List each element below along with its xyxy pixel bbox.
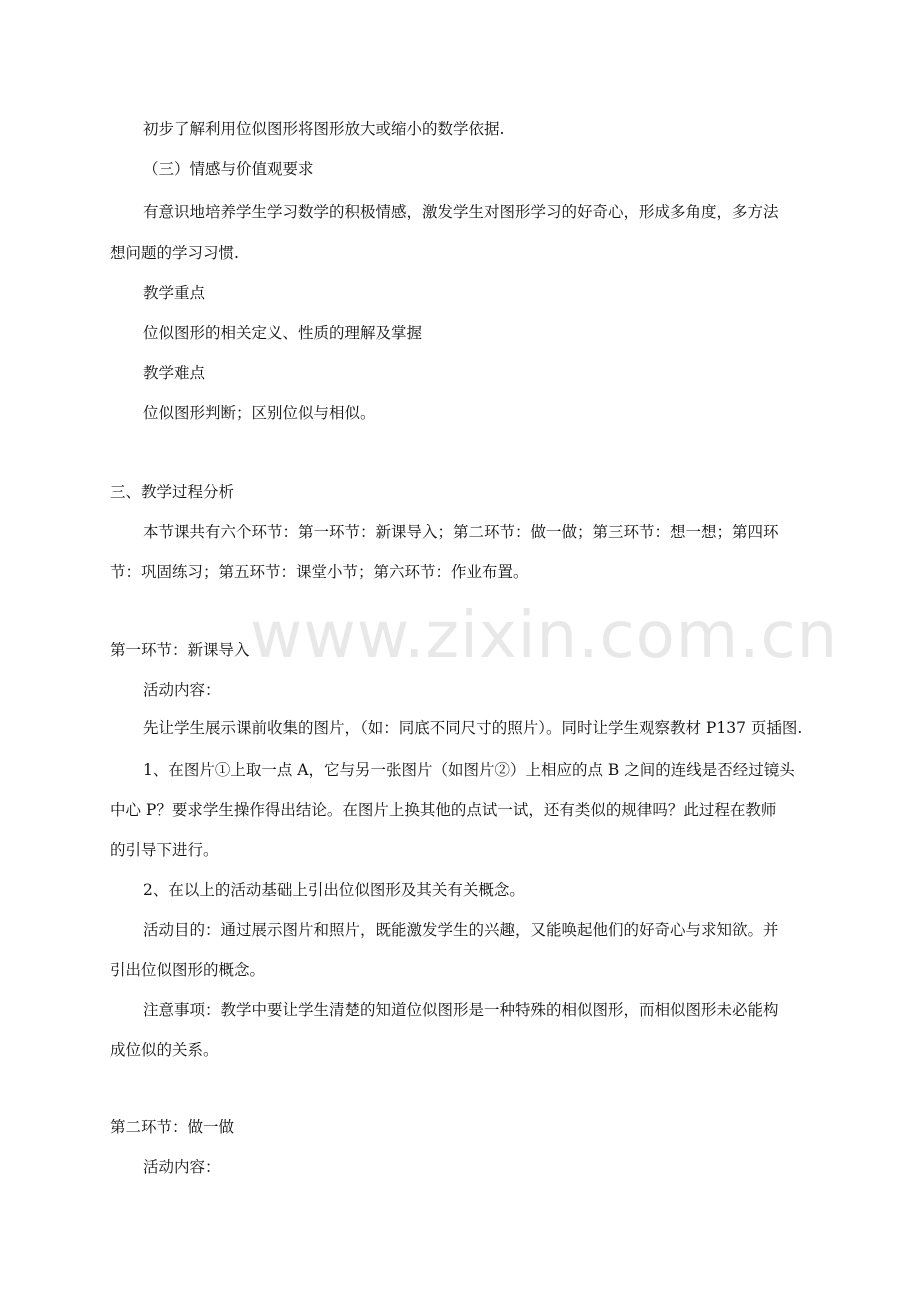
paragraph-line: 位似图形判断；区别位似与相似。: [143, 404, 376, 422]
paragraph-line: 的引导下进行。: [110, 841, 219, 859]
section-heading: （三）情感与价值观要求: [143, 160, 314, 178]
paragraph-line: 活动目的：通过展示图片和照片，既能激发学生的兴趣，又能唤起他们的好奇心与求知欲。并: [143, 921, 779, 939]
paragraph-line: 中心 P？要求学生操作得出结论。在图片上换其他的点试一试，还有类似的规律吗？此过程在教师: [110, 801, 777, 819]
paragraph-line: 想问题的学习习惯.: [110, 244, 239, 262]
paragraph-line: 2、在以上的活动基础上引出位似图形及其关有关概念。: [143, 881, 525, 899]
section-heading: 第一环节：新课导入: [110, 641, 250, 659]
section-heading: 教学重点: [143, 284, 206, 302]
paragraph-line: 注意事项：教学中要让学生清楚的知道位似图形是一种特殊的相似图形，而相似图形未必能构: [143, 1001, 779, 1019]
section-heading: 第二环节：做一做: [110, 1118, 235, 1136]
section-heading: 教学难点: [143, 364, 206, 382]
paragraph-line: 有意识地培养学生学习数学的积极情感，激发学生对图形学习的好奇心，形成多角度，多方法: [143, 203, 779, 221]
paragraph-line: 先让学生展示课前收集的图片，（如：同底不同尺寸的照片）。同时让学生观察教材 P137 页插图.: [143, 719, 803, 737]
paragraph-line: 节：巩固练习；第五环节：课堂小节；第六环节：作业布置。: [110, 563, 529, 581]
paragraph-line: 初步了解利用位似图形将图形放大或缩小的数学依据.: [143, 120, 505, 138]
paragraph-line: 本节课共有六个环节：第一环节：新课导入；第二环节：做一做；第三环节：想一想；第四环: [143, 523, 779, 541]
paragraph-line: 成位似的关系。: [110, 1041, 219, 1059]
paragraph-line: 位似图形的相关定义、性质的理解及掌握: [143, 324, 423, 342]
paragraph-line: 活动内容：: [143, 1158, 221, 1176]
section-heading: 三、教学过程分析: [110, 483, 235, 501]
watermark: www.zixin.com.cn: [250, 599, 839, 673]
paragraph-line: 引出位似图形的概念。: [110, 961, 266, 979]
paragraph-line: 活动内容：: [143, 681, 221, 699]
paragraph-line: 1、在图片①上取一点 A，它与另一张图片（如图片②）上相应的点 B 之间的连线是否经过镜头: [143, 761, 795, 779]
